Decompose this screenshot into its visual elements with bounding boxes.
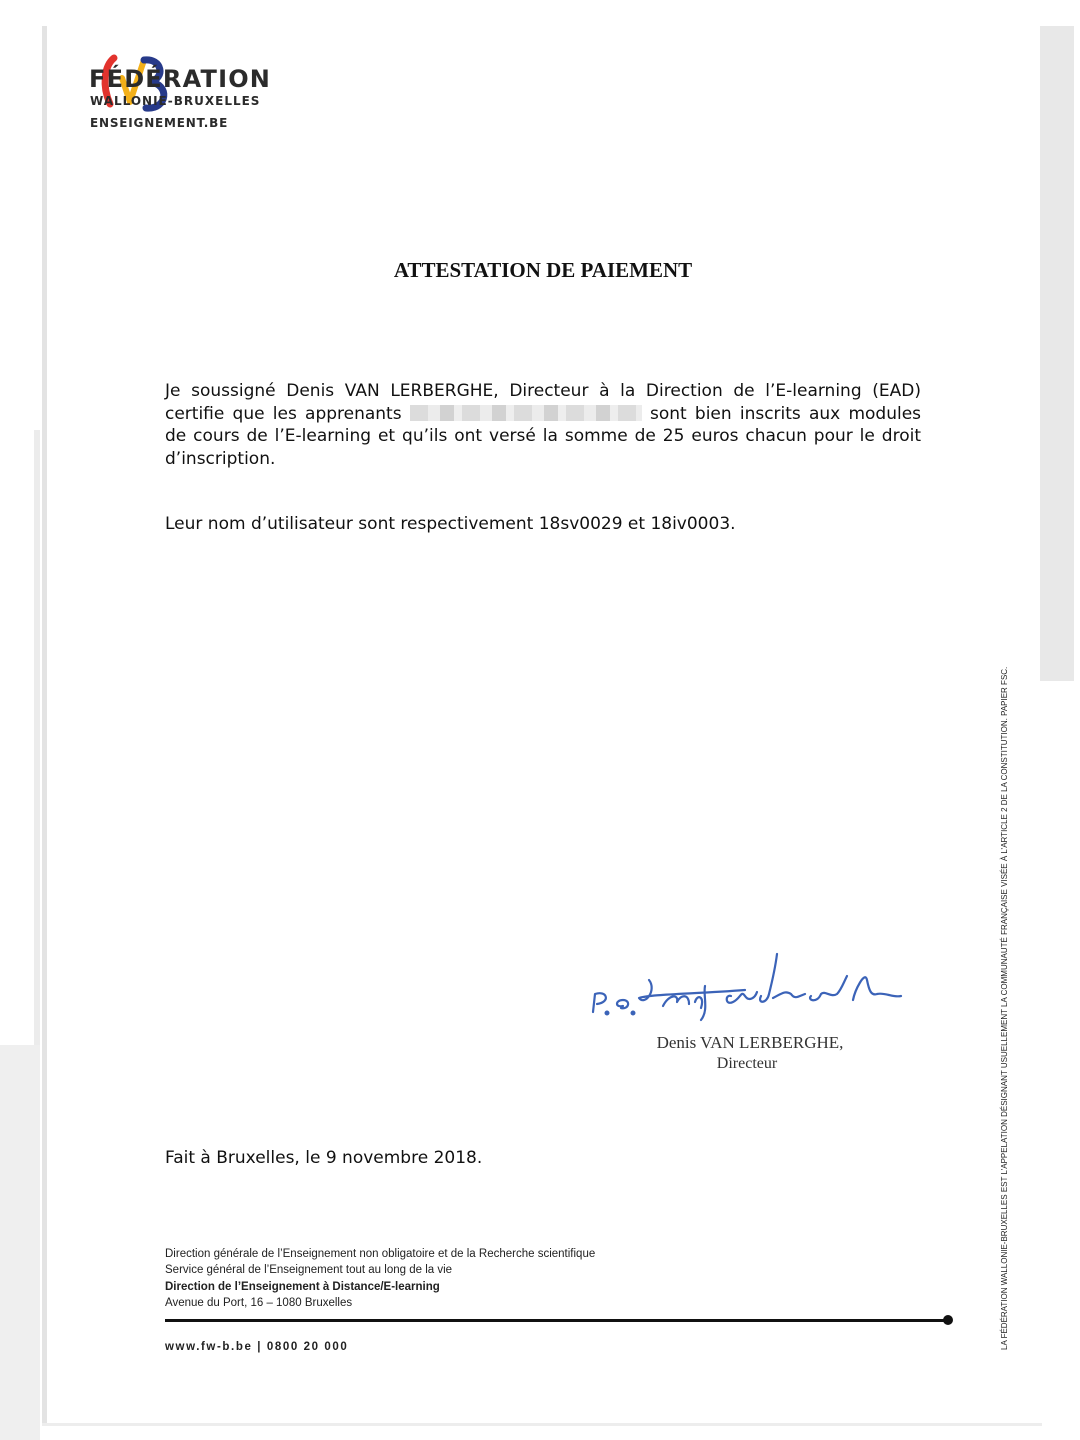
- footer-line-direction: Direction de l’Enseignement à Distance/E-learning: [165, 1280, 440, 1293]
- signatory-role: Directeur: [716, 1055, 778, 1072]
- handwritten-signature: [585, 950, 905, 1025]
- logo-subtitle: WALLONIE-BRUXELLES: [90, 94, 261, 108]
- usernames-line: Leur nom d’utilisateur sont respectivement 18sv0029 et 18iv0003.: [165, 514, 736, 534]
- footer-line-directorate: Direction générale de l’Enseignement non obligatoire et de la Recherche scientifique: [165, 1248, 596, 1260]
- scan-edge-left-inner: [34, 430, 40, 1050]
- paragraph-text-end: sont bien inscrits aux modules de cours de l’E-learning et qu’ils ont versé la somme de 25 euros chacun pour le droit d’inscription.: [165, 403, 922, 469]
- document-title: ATTESTATION DE PAIEMENT: [393, 258, 693, 282]
- footer-address: [165, 1246, 765, 1311]
- footer-contact: www.fw-b.be | 0800 20 000: [165, 1341, 349, 1353]
- footer-divider-dot: [943, 1315, 953, 1325]
- footer-line-service: Service général de l’Enseignement tout au long de la vie: [165, 1264, 453, 1277]
- footer-line-address: Avenue du Port, 16 – 1080 Bruxelles: [165, 1296, 353, 1309]
- certification-paragraph: [165, 380, 921, 470]
- place-and-date: Fait à Bruxelles, le 9 novembre 2018.: [165, 1148, 483, 1168]
- scan-edge-bottom: [42, 1423, 1042, 1426]
- logo-site: ENSEIGNEMENT.BE: [90, 116, 229, 130]
- signatory-name: Denis VAN LERBERGHE,: [656, 1033, 844, 1052]
- scan-edge-left: [42, 26, 47, 1426]
- scan-edge-right: [1040, 26, 1074, 681]
- paragraph-text-start: Je soussigné Denis VAN LERBERGHE, Directeur à la Direction de l’E-learning (EAD) certifie que les apprenants: [165, 381, 921, 424]
- scan-edge-bottom-left: [0, 1045, 40, 1440]
- footer-divider: [165, 1319, 945, 1322]
- signature-text: P.O. Van Verdaer A.: [585, 950, 595, 951]
- logo-title: FÉDÉRATION: [89, 65, 272, 93]
- redacted-names: [410, 405, 642, 421]
- vertical-legal-note: LA FÉDÉRATION WALLONIE-BRUXELLES EST L’APPELATION DÉSIGNANT USUELLEMENT LA COMMUNAUTÉ FRANÇAISE VISÉE À L’ARTICLE 2 DE LA CONSTITUTION. PAPIER FSC.: [1000, 666, 1009, 1350]
